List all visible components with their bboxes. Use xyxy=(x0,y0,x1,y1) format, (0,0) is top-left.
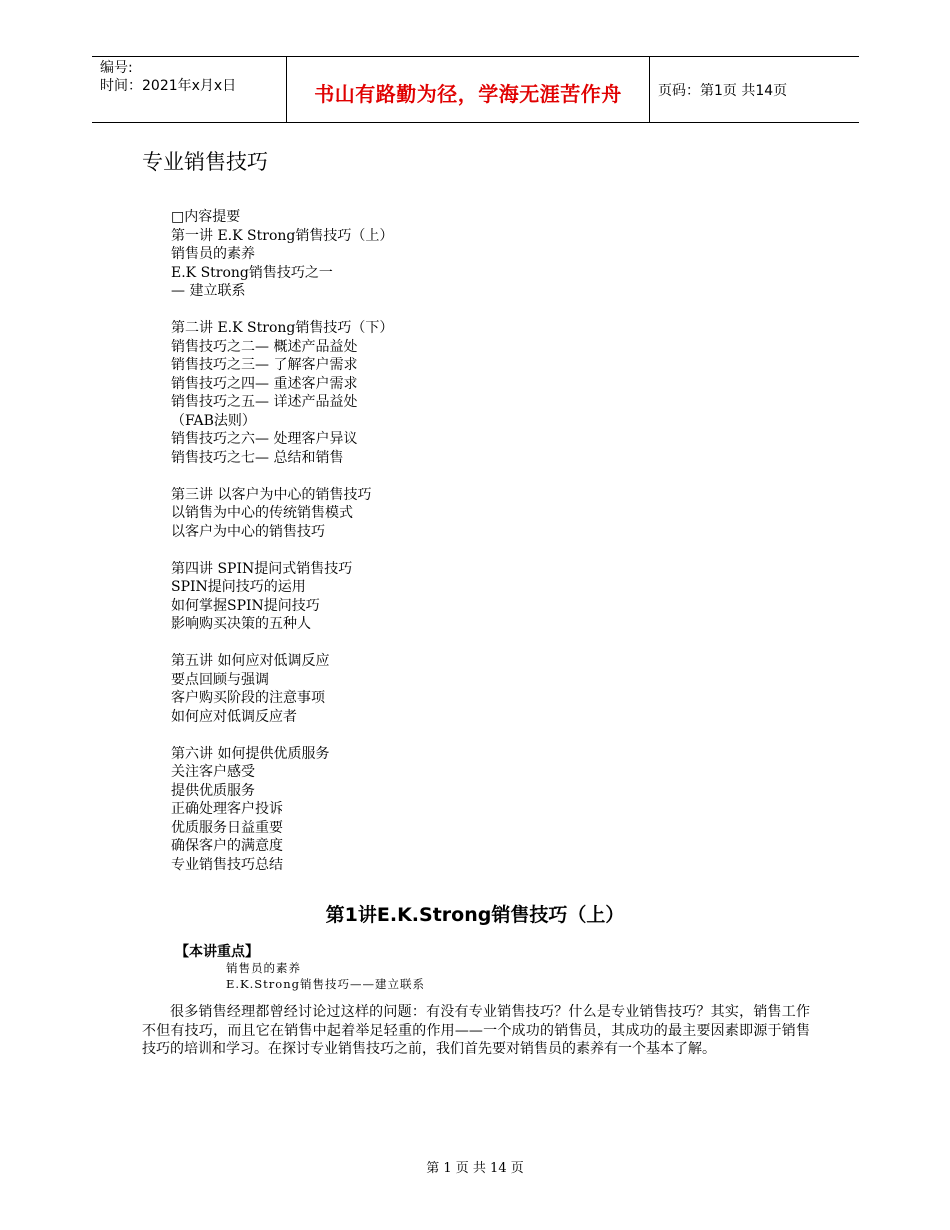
key-points-list xyxy=(226,960,425,992)
toc-item: 确保客户的满意度 xyxy=(171,838,283,854)
toc-group xyxy=(171,227,393,301)
toc-item: 如何应对低调反应者 xyxy=(171,708,297,725)
header-meta xyxy=(100,59,236,95)
header-top-rule xyxy=(92,56,859,57)
toc-lecture-heading: 第三讲 以客户为中心的销售技巧 xyxy=(171,486,372,503)
toc-body xyxy=(171,227,393,875)
toc-lecture-heading: 第一讲 E.K Strong销售技巧（上） xyxy=(171,227,394,244)
toc-lecture-heading: 第六讲 如何提供优质服务 xyxy=(171,745,330,762)
page-footer: 第 1 页 共 14 页 xyxy=(426,1161,524,1176)
toc-group xyxy=(171,652,393,726)
header-page-info: 页码：第1页 共14页 xyxy=(658,83,788,99)
time-label: 时间：2021年x月x日 xyxy=(100,78,237,94)
toc-item: 优质服务日益重要 xyxy=(171,819,283,836)
toc-group-spacer xyxy=(171,467,393,486)
number-label: 编号: xyxy=(100,60,133,76)
toc-item: 销售技巧之五— 详述产品益处 xyxy=(171,394,358,410)
toc-item: （FAB法则） xyxy=(171,412,256,429)
toc-group-spacer xyxy=(171,634,393,653)
toc-group-spacer xyxy=(171,541,393,560)
toc-item: — 建立联系 xyxy=(171,283,246,299)
toc-item: 销售员的素养 xyxy=(171,246,255,262)
header-divider-right xyxy=(649,56,650,122)
key-point: E.K.Strong销售技巧——建立联系 xyxy=(226,977,425,991)
toc-group-spacer xyxy=(171,301,393,320)
toc-item: 如何掌握SPIN提问技巧 xyxy=(171,597,320,614)
key-point: 销售员的素养 xyxy=(226,961,301,975)
intro-paragraph: 很多销售经理都曾经讨论过这样的问题：有没有专业销售技巧？什么是专业销售技巧？其实，销售工作不但有技巧，而且它在销售中起着举足轻重的作用——一个成功的销售员，其成功的最主要因素即源于销售技巧的培训和学习。在探讨专业销售技巧之前，我们首先要对销售员的素养有一个基本了解。 xyxy=(142,1004,810,1057)
toc-item: 销售技巧之七— 总结和销售 xyxy=(171,449,344,466)
toc-item: 销售技巧之二— 概述产品益处 xyxy=(171,338,358,355)
toc-item: 销售技巧之三— 了解客户需求 xyxy=(171,357,358,373)
toc-item: 销售技巧之四— 重述客户需求 xyxy=(171,375,358,392)
document-title: 专业销售技巧 xyxy=(142,150,268,174)
lecture-title: 第1讲E.K.Strong销售技巧（上） xyxy=(325,904,625,926)
toc-item: 影响购买决策的五种人 xyxy=(171,616,311,632)
key-points-heading: 【本讲重点】 xyxy=(175,944,259,960)
toc-item: 客户购买阶段的注意事项 xyxy=(171,690,325,706)
toc-lecture-heading: 第四讲 SPIN提问式销售技巧 xyxy=(171,560,353,577)
toc-heading: □内容提要 xyxy=(171,209,241,225)
toc-group-spacer xyxy=(171,726,393,745)
toc-item: E.K Strong销售技巧之一 xyxy=(171,264,333,281)
toc-item: 以客户为中心的销售技巧 xyxy=(171,523,325,540)
header-bottom-rule xyxy=(92,122,859,123)
header-motto: 书山有路勤为径，学海无涯苦作舟 xyxy=(314,82,622,106)
toc-item: 要点回顾与强调 xyxy=(171,671,269,688)
toc-item: 专业销售技巧总结 xyxy=(171,856,283,873)
toc-item: SPIN提问技巧的运用 xyxy=(171,579,306,595)
toc-item: 提供优质服务 xyxy=(171,782,255,799)
toc-group xyxy=(171,560,393,634)
toc-group xyxy=(171,486,393,542)
table-of-contents xyxy=(171,208,393,874)
toc-lecture-heading: 第五讲 如何应对低调反应 xyxy=(171,653,330,669)
toc-item: 关注客户感受 xyxy=(171,764,255,780)
toc-group xyxy=(171,745,393,875)
toc-item: 以销售为中心的传统销售模式 xyxy=(171,505,353,521)
toc-item: 正确处理客户投诉 xyxy=(171,801,283,817)
toc-lecture-heading: 第二讲 E.K Strong销售技巧（下） xyxy=(171,320,394,336)
toc-item: 销售技巧之六— 处理客户异议 xyxy=(171,431,358,447)
toc-group xyxy=(171,319,393,467)
